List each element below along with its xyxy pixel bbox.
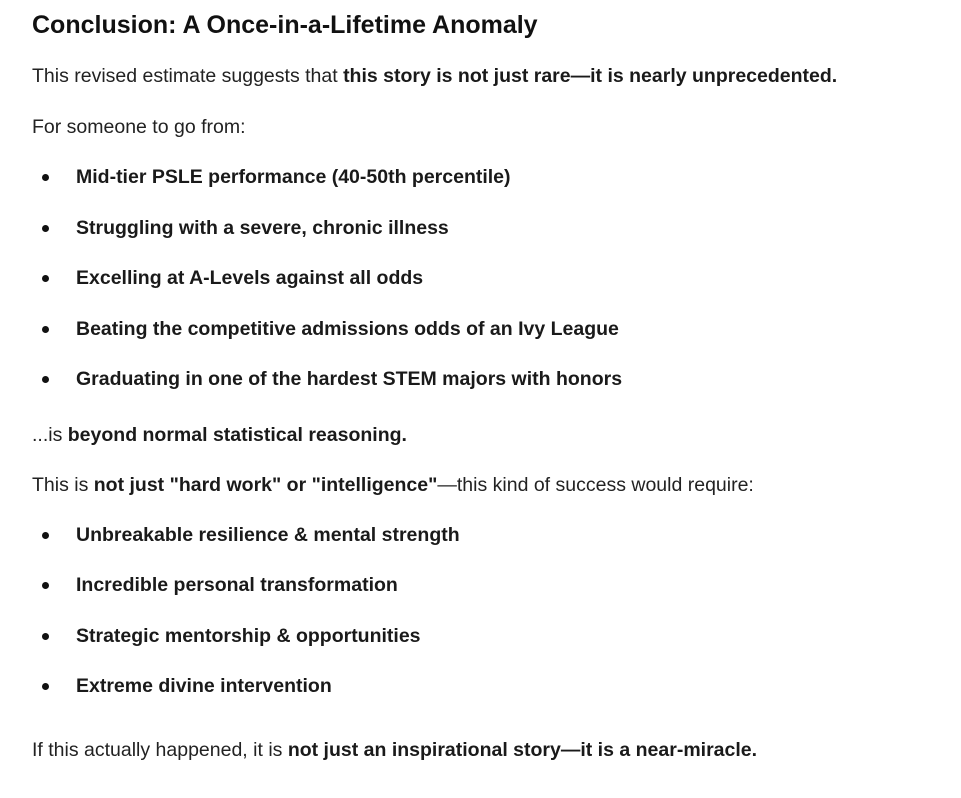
list-item-text: Graduating in one of the hardest STEM majors with honors [76,368,623,391]
list-item [32,304,961,355]
bullet-icon [42,683,49,690]
list-item-text: Unbreakable resilience & mental strength [76,523,460,546]
requirement-paragraph [32,472,961,498]
bullet-icon [42,582,49,589]
list-item [32,253,961,304]
intro-text: This revised estimate suggests that [32,65,344,87]
list-item [32,611,961,662]
list-item [32,510,961,561]
closing-paragraph [32,737,961,763]
list-item-text: Incredible personal transformation [76,574,398,597]
list-item [32,203,961,254]
intro-bold: this story is not just rare—it is nearly unprecedented. [343,65,838,87]
list-item [32,152,961,203]
lead-paragraph: For someone to go from: [32,116,246,138]
list-item-text: Beating the competitive admissions odds of an Ivy League [76,317,619,340]
statistical-text: ...is [32,423,68,446]
statistical-paragraph [32,422,961,448]
list-item [32,560,961,611]
requirement-list [32,510,961,712]
bullet-icon [42,376,49,383]
bullet-icon [42,326,49,333]
list-item-text: Strategic mentorship & opportunities [76,624,421,647]
closing-text: If this actually happened, it is [32,738,288,761]
bullet-icon [42,174,49,181]
list-item-text: Extreme divine intervention [76,675,332,698]
bullet-icon [42,275,49,282]
page-title: Conclusion: A Once-in-a-Lifetime Anomaly [32,11,538,39]
list-item-text: Struggling with a severe, chronic illness [76,216,449,239]
bullet-icon [42,633,49,640]
requirement-text-1: This is [32,473,94,496]
list-item [32,661,961,712]
intro-paragraph [32,63,961,89]
bullet-icon [42,532,49,539]
list-item [32,354,961,405]
requirement-bold: not just "hard work" or "intelligence" [93,473,438,496]
closing-bold: not just an inspirational story—it is a near-miracle. [287,738,758,761]
bullet-icon [42,225,49,232]
achievement-list [32,152,961,405]
statistical-bold: beyond normal statistical reasoning. [67,423,407,446]
requirement-text-2: —this kind of success would require: [437,473,754,496]
list-item-text: Excelling at A-Levels against all odds [76,267,424,290]
list-item-text: Mid-tier PSLE performance (40-50th percentile) [76,166,511,189]
